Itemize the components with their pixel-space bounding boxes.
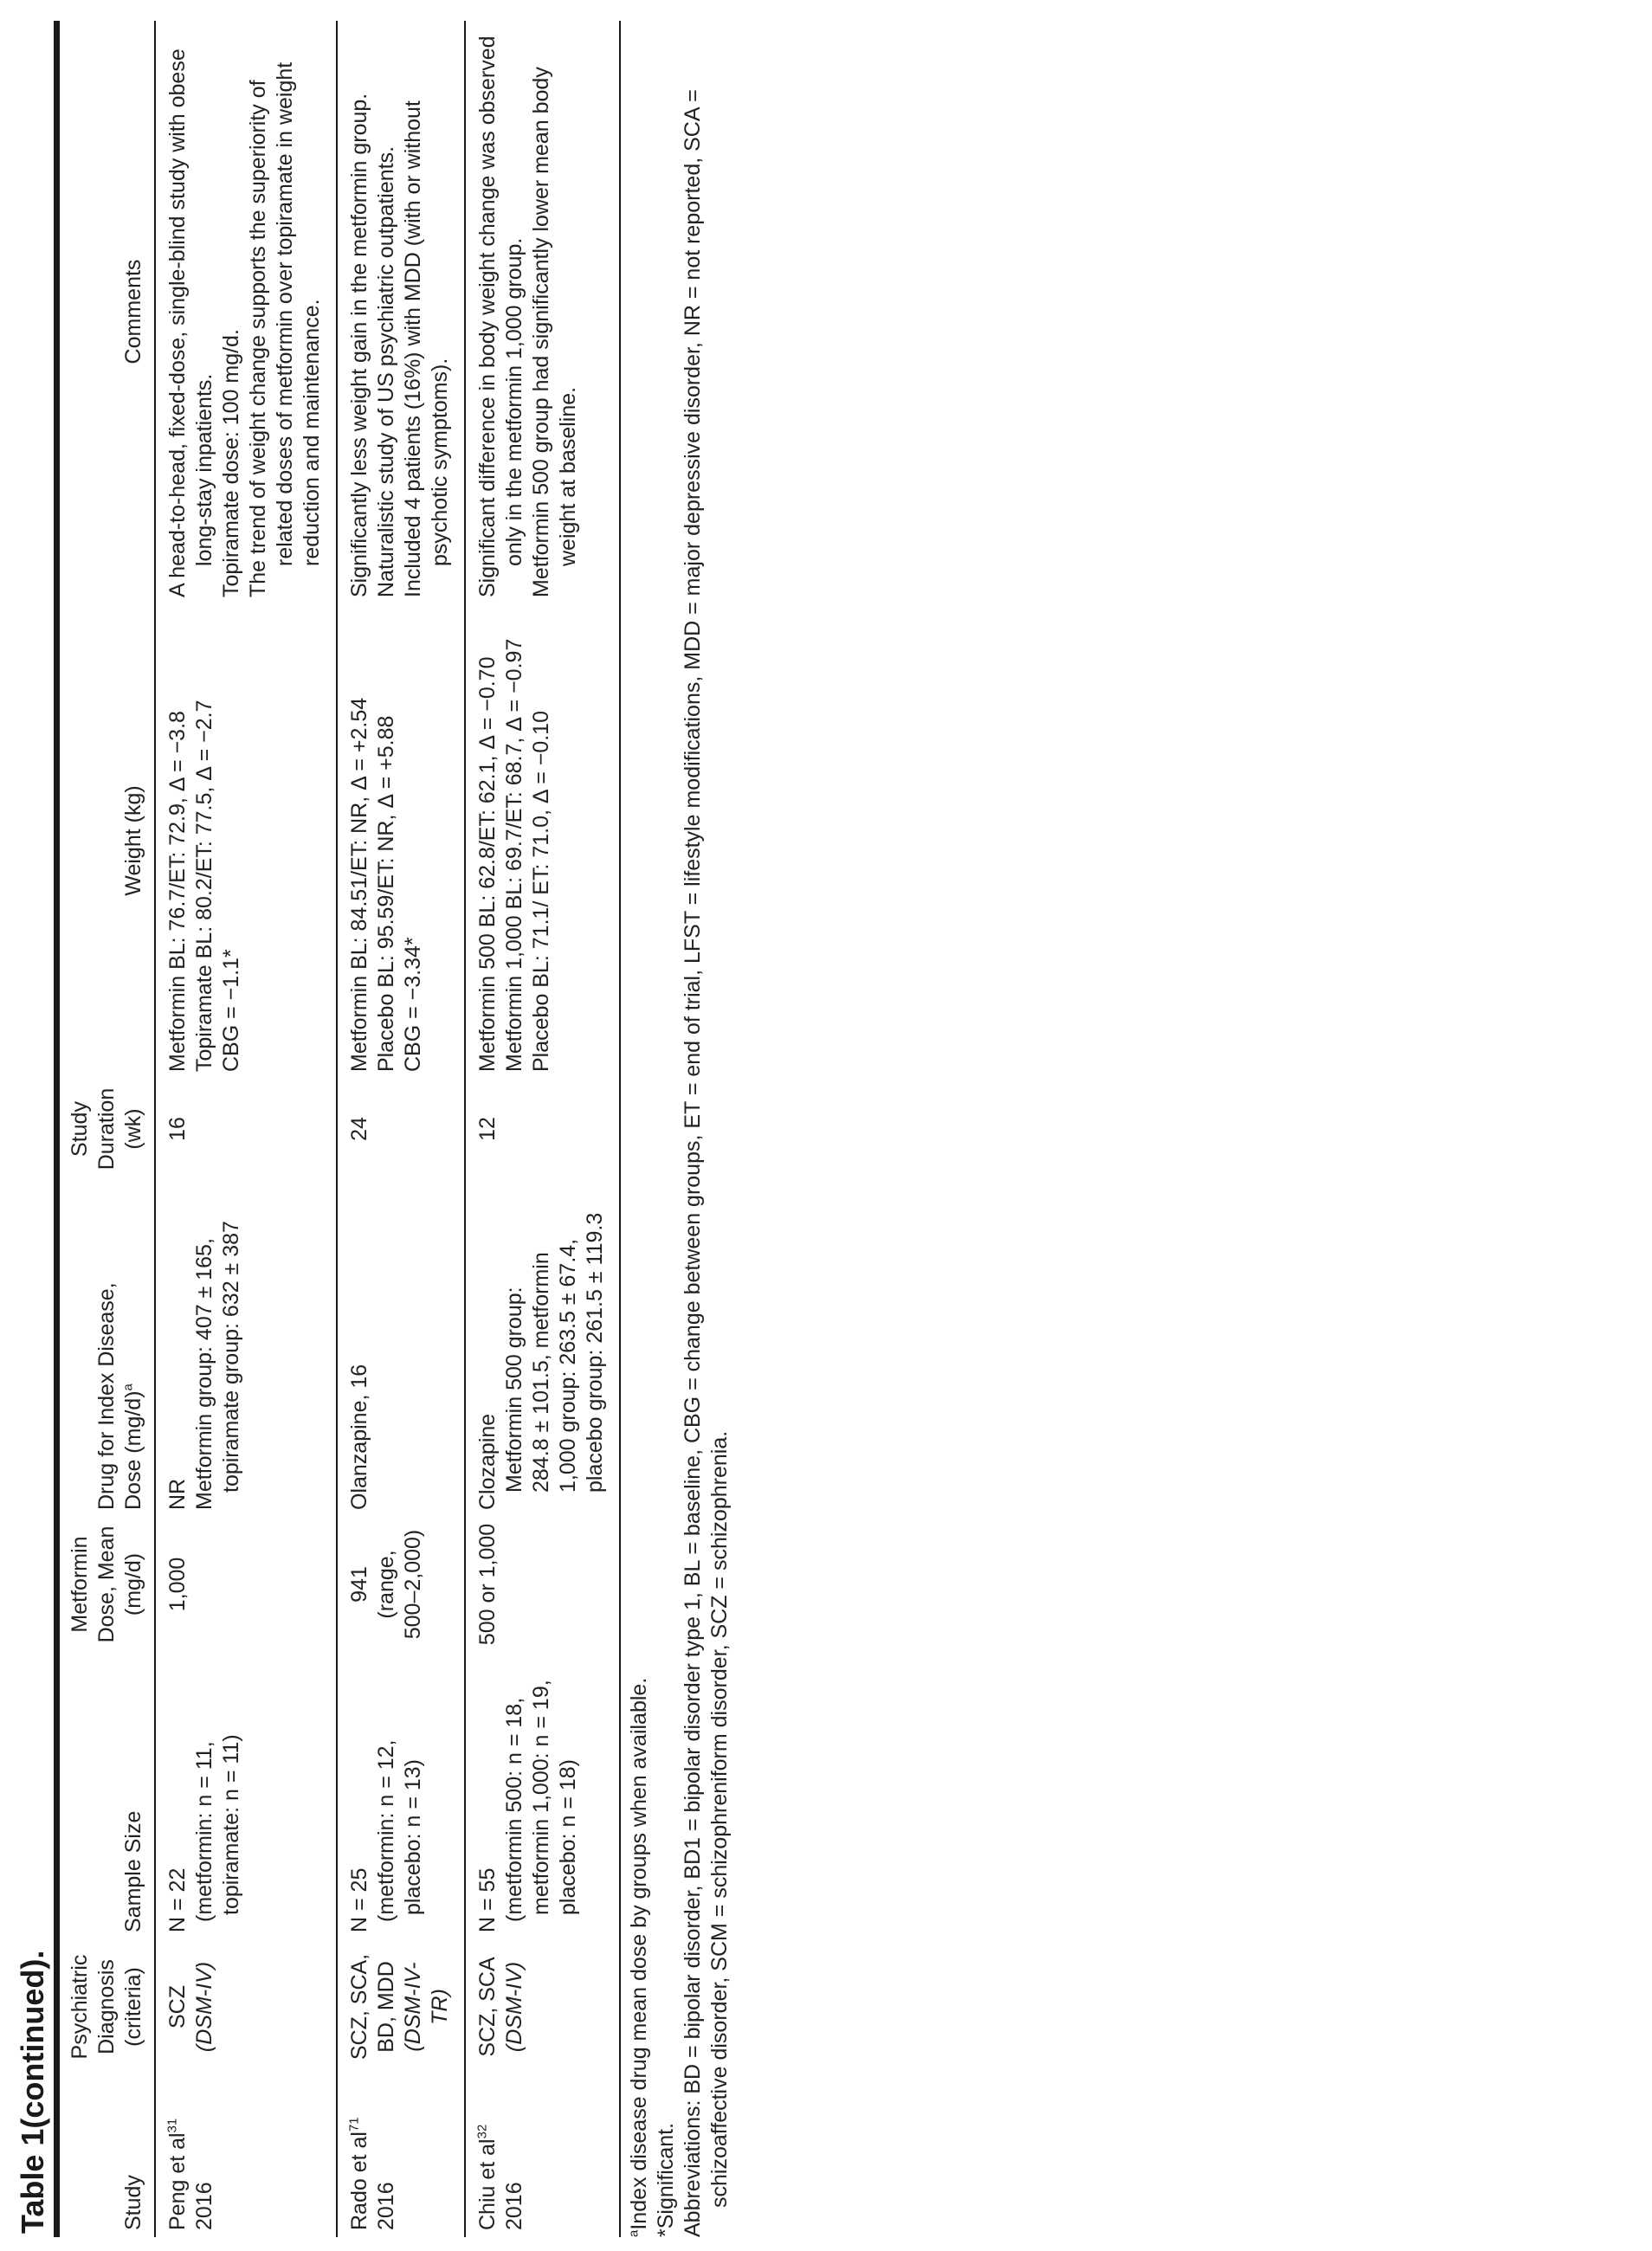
sample-line: metformin 1,000: n = 19, <box>529 1680 553 1915</box>
diagnosis-line: SCZ, SCA, <box>347 1953 371 2061</box>
weight-line: Placebo BL: 95.59/ET: NR, Δ = +5.88 <box>374 715 398 1072</box>
sample-line: placebo: n = 13) <box>401 1759 425 1915</box>
comment-line: Naturalistic study of US psychiatric outpatients. <box>374 145 398 597</box>
footnote-a-text: Index disease drug mean dose by groups when available. <box>627 1677 651 2230</box>
header-duration-line: Duration <box>94 1087 119 1171</box>
index-drug-line: NR <box>165 1478 190 1510</box>
weight-line: Metformin 1,000 BL: 69.7/ET: 68.7, Δ = −0.97 <box>502 638 526 1072</box>
weight-line: Metformin BL: 84.51/ET: NR, Δ = +2.54 <box>347 697 371 1072</box>
comment-line: A head-to-head, fixed-dose, single-blind study with obese long-stay inpatients. <box>165 48 216 597</box>
cell-index-drug <box>465 1181 619 1517</box>
index-drug-line: Clozapine <box>475 1413 500 1510</box>
index-drug-line: Metformin group: 407 ± 165, <box>192 1238 216 1510</box>
header-duration-line: Study <box>68 1101 92 1157</box>
weight-line: CBG = −1.1* <box>219 949 243 1072</box>
sample-line: (metformin 500: n = 18, <box>502 1697 526 1922</box>
study-reference: 32 <box>474 2124 490 2139</box>
cell-study <box>155 2076 337 2237</box>
diagnosis-criteria: (DSM-IV-TR) <box>401 1962 452 2052</box>
index-drug-line: Olanzapine, 16 <box>347 1364 371 1510</box>
dose-line: (range, <box>374 1550 398 1619</box>
study-reference: 31 <box>165 2118 180 2133</box>
cell-diagnosis <box>337 1939 465 2076</box>
header-diagnosis-line: Psychiatric <box>68 1954 92 2060</box>
study-author: Peng et al <box>165 2132 190 2230</box>
header-diagnosis <box>60 1939 155 2076</box>
cell-study <box>337 2076 465 2237</box>
dose-line: 500–2,000) <box>401 1529 425 1640</box>
diagnosis-line: SCZ <box>165 1985 190 2028</box>
cell-diagnosis <box>155 1939 337 2076</box>
header-weight <box>60 604 155 1079</box>
header-index-drug-line: Drug for Index Disease, <box>94 1282 119 1510</box>
header-metformin-dose-line: Dose, Mean <box>94 1525 119 1643</box>
sample-line: N = 22 <box>165 1867 190 1932</box>
footnote-a-marker: a <box>626 2229 642 2237</box>
comment-line: Significant difference in body weight change was observed only in the metformin 1,000 group. <box>475 35 526 597</box>
cell-weight <box>155 604 337 1079</box>
index-drug-line: Metformin 500 group: <box>502 1287 526 1493</box>
cell-duration: 16 <box>165 1117 190 1141</box>
table-bottom-rule <box>619 21 621 2237</box>
header-index-drug <box>60 1181 155 1517</box>
cell-metformin-dose <box>155 1517 337 1654</box>
table-row <box>155 21 337 2237</box>
sample-line: N = 25 <box>347 1867 371 1932</box>
diagnosis-line: BD, MDD <box>374 1961 398 2053</box>
footnote-a-marker: a <box>120 1383 136 1391</box>
header-comments <box>60 21 155 604</box>
study-name <box>165 2081 191 2230</box>
header-study <box>60 2076 155 2237</box>
study-year: 2016 <box>374 2182 398 2230</box>
header-sample-size <box>60 1654 155 1939</box>
header-comments-line: Comments <box>121 259 145 364</box>
cell-sample-size <box>155 1654 337 1939</box>
cell-sample-size <box>465 1654 619 1939</box>
study-name <box>346 2081 373 2230</box>
header-diagnosis-line: (criteria) <box>121 1967 145 2047</box>
title-rule <box>54 21 60 2237</box>
header-study-line: Study <box>121 2175 145 2230</box>
header-diagnosis-line: Diagnosis <box>94 1959 119 2054</box>
cell-metformin-dose <box>337 1517 465 1654</box>
weight-line: Metformin BL: 76.7/ET: 72.9, Δ = −3.8 <box>165 711 190 1072</box>
footnote-abbreviations: Abbreviations: BD = bipolar disorder, BD1 = bipolar disorder type 1, BL = baseline, CBG = change between groups, ET = end of trial, LFST = lifestyle modifications, MDD = major depressive disorder, NR = not reported, SCA = schizoaffective disorder, SCM = schizophreniform disorder, SCZ = schizophrenia. <box>681 89 732 2237</box>
study-author: Chiu et al <box>475 2138 500 2230</box>
cell-comments <box>155 21 337 604</box>
sample-line: placebo: n = 18) <box>556 1759 580 1915</box>
index-drug-line: 284.8 ± 101.5, metformin <box>529 1252 553 1493</box>
footnote-a <box>626 21 653 2237</box>
index-drug-line: placebo group: 261.5 ± 119.3 <box>583 1212 607 1493</box>
table-body <box>155 21 619 2237</box>
header-weight-line: Weight (kg) <box>121 785 145 896</box>
cell-comments <box>465 21 619 604</box>
cell-comments <box>337 21 465 604</box>
diagnosis-criteria: (DSM-IV) <box>502 1961 526 2053</box>
table-row <box>337 21 465 2237</box>
table-container <box>14 21 733 2237</box>
header-metformin-dose-line: (mg/d) <box>121 1552 145 1616</box>
comment-line: Metformin 500 group had significantly lower mean body weight at baseline. <box>529 67 580 597</box>
table-footnotes <box>626 21 733 2237</box>
study-year: 2016 <box>192 2182 216 2230</box>
cell-duration: 24 <box>337 1079 465 1181</box>
footnote-significant: *Significant. <box>654 2122 678 2237</box>
header-metformin-dose-line: Metformin <box>68 1536 92 1633</box>
sample-line: topiramate: n = 11) <box>219 1734 243 1915</box>
diagnosis-line: SCZ, SCA <box>475 1957 500 2057</box>
cell-metformin-dose <box>465 1517 619 1654</box>
cell-duration: 12 <box>465 1079 619 1181</box>
table-row <box>465 21 619 2237</box>
cell-index-drug <box>155 1181 337 1517</box>
sample-line: (metformin: n = 12, <box>374 1739 398 1922</box>
sample-line: N = 55 <box>475 1867 500 1932</box>
comment-line: Topiramate dose: 100 mg/d. <box>219 329 243 597</box>
study-year: 2016 <box>502 2182 526 2230</box>
study-author: Rado et al <box>347 2132 371 2230</box>
dose-line: 941 <box>347 1566 371 1603</box>
cell-weight <box>465 604 619 1079</box>
comment-line: Included 4 patients (16%) with MDD (with or without psychotic symptoms). <box>401 100 452 597</box>
cell-study <box>465 2076 619 2237</box>
index-drug-line: topiramate group: 632 ± 387 <box>219 1221 243 1493</box>
dose-line: 500 or 1,000 <box>475 1523 500 1646</box>
cell-sample-size <box>337 1654 465 1939</box>
cell-diagnosis <box>465 1939 619 2076</box>
header-duration <box>60 1079 155 1181</box>
table-header <box>60 21 155 2237</box>
study-reference: 71 <box>346 2117 362 2132</box>
diagnosis-criteria: (DSM-IV) <box>192 1961 216 2053</box>
table-title: Table 1(continued). <box>15 1950 50 2234</box>
comment-line: Significantly less weight gain in the metformin group. <box>347 93 371 597</box>
index-drug-line: 1,000 group: 263.5 ± 67.4, <box>556 1238 580 1493</box>
dose-line: 1,000 <box>165 1557 190 1612</box>
weight-line: Placebo BL: 71.1/ ET: 71.0, Δ = −0.10 <box>529 711 553 1072</box>
weight-line: Topiramate BL: 80.2/ET: 77.5, Δ = −2.7 <box>192 700 216 1072</box>
header-duration-line: (wk) <box>121 1108 145 1150</box>
study-name <box>474 2081 501 2230</box>
sample-line: (metformin: n = 11, <box>192 1741 216 1922</box>
data-table <box>60 21 619 2237</box>
header-metformin-dose <box>60 1517 155 1654</box>
weight-line: CBG = −3.34* <box>401 937 425 1072</box>
weight-line: Metformin 500 BL: 62.8/ET: 62.1, Δ = −0.70 <box>475 656 500 1072</box>
header-index-drug-line <box>120 1186 147 1510</box>
cell-index-drug <box>337 1181 465 1517</box>
comment-line: The trend of weight change supports the superiority of related doses of metformin over topiramate in weight reduction and maintenance. <box>246 61 324 597</box>
header-index-drug-text: Dose (mg/d) <box>121 1390 145 1510</box>
cell-weight <box>337 604 465 1079</box>
header-sample-size-line: Sample Size <box>121 1810 145 1932</box>
